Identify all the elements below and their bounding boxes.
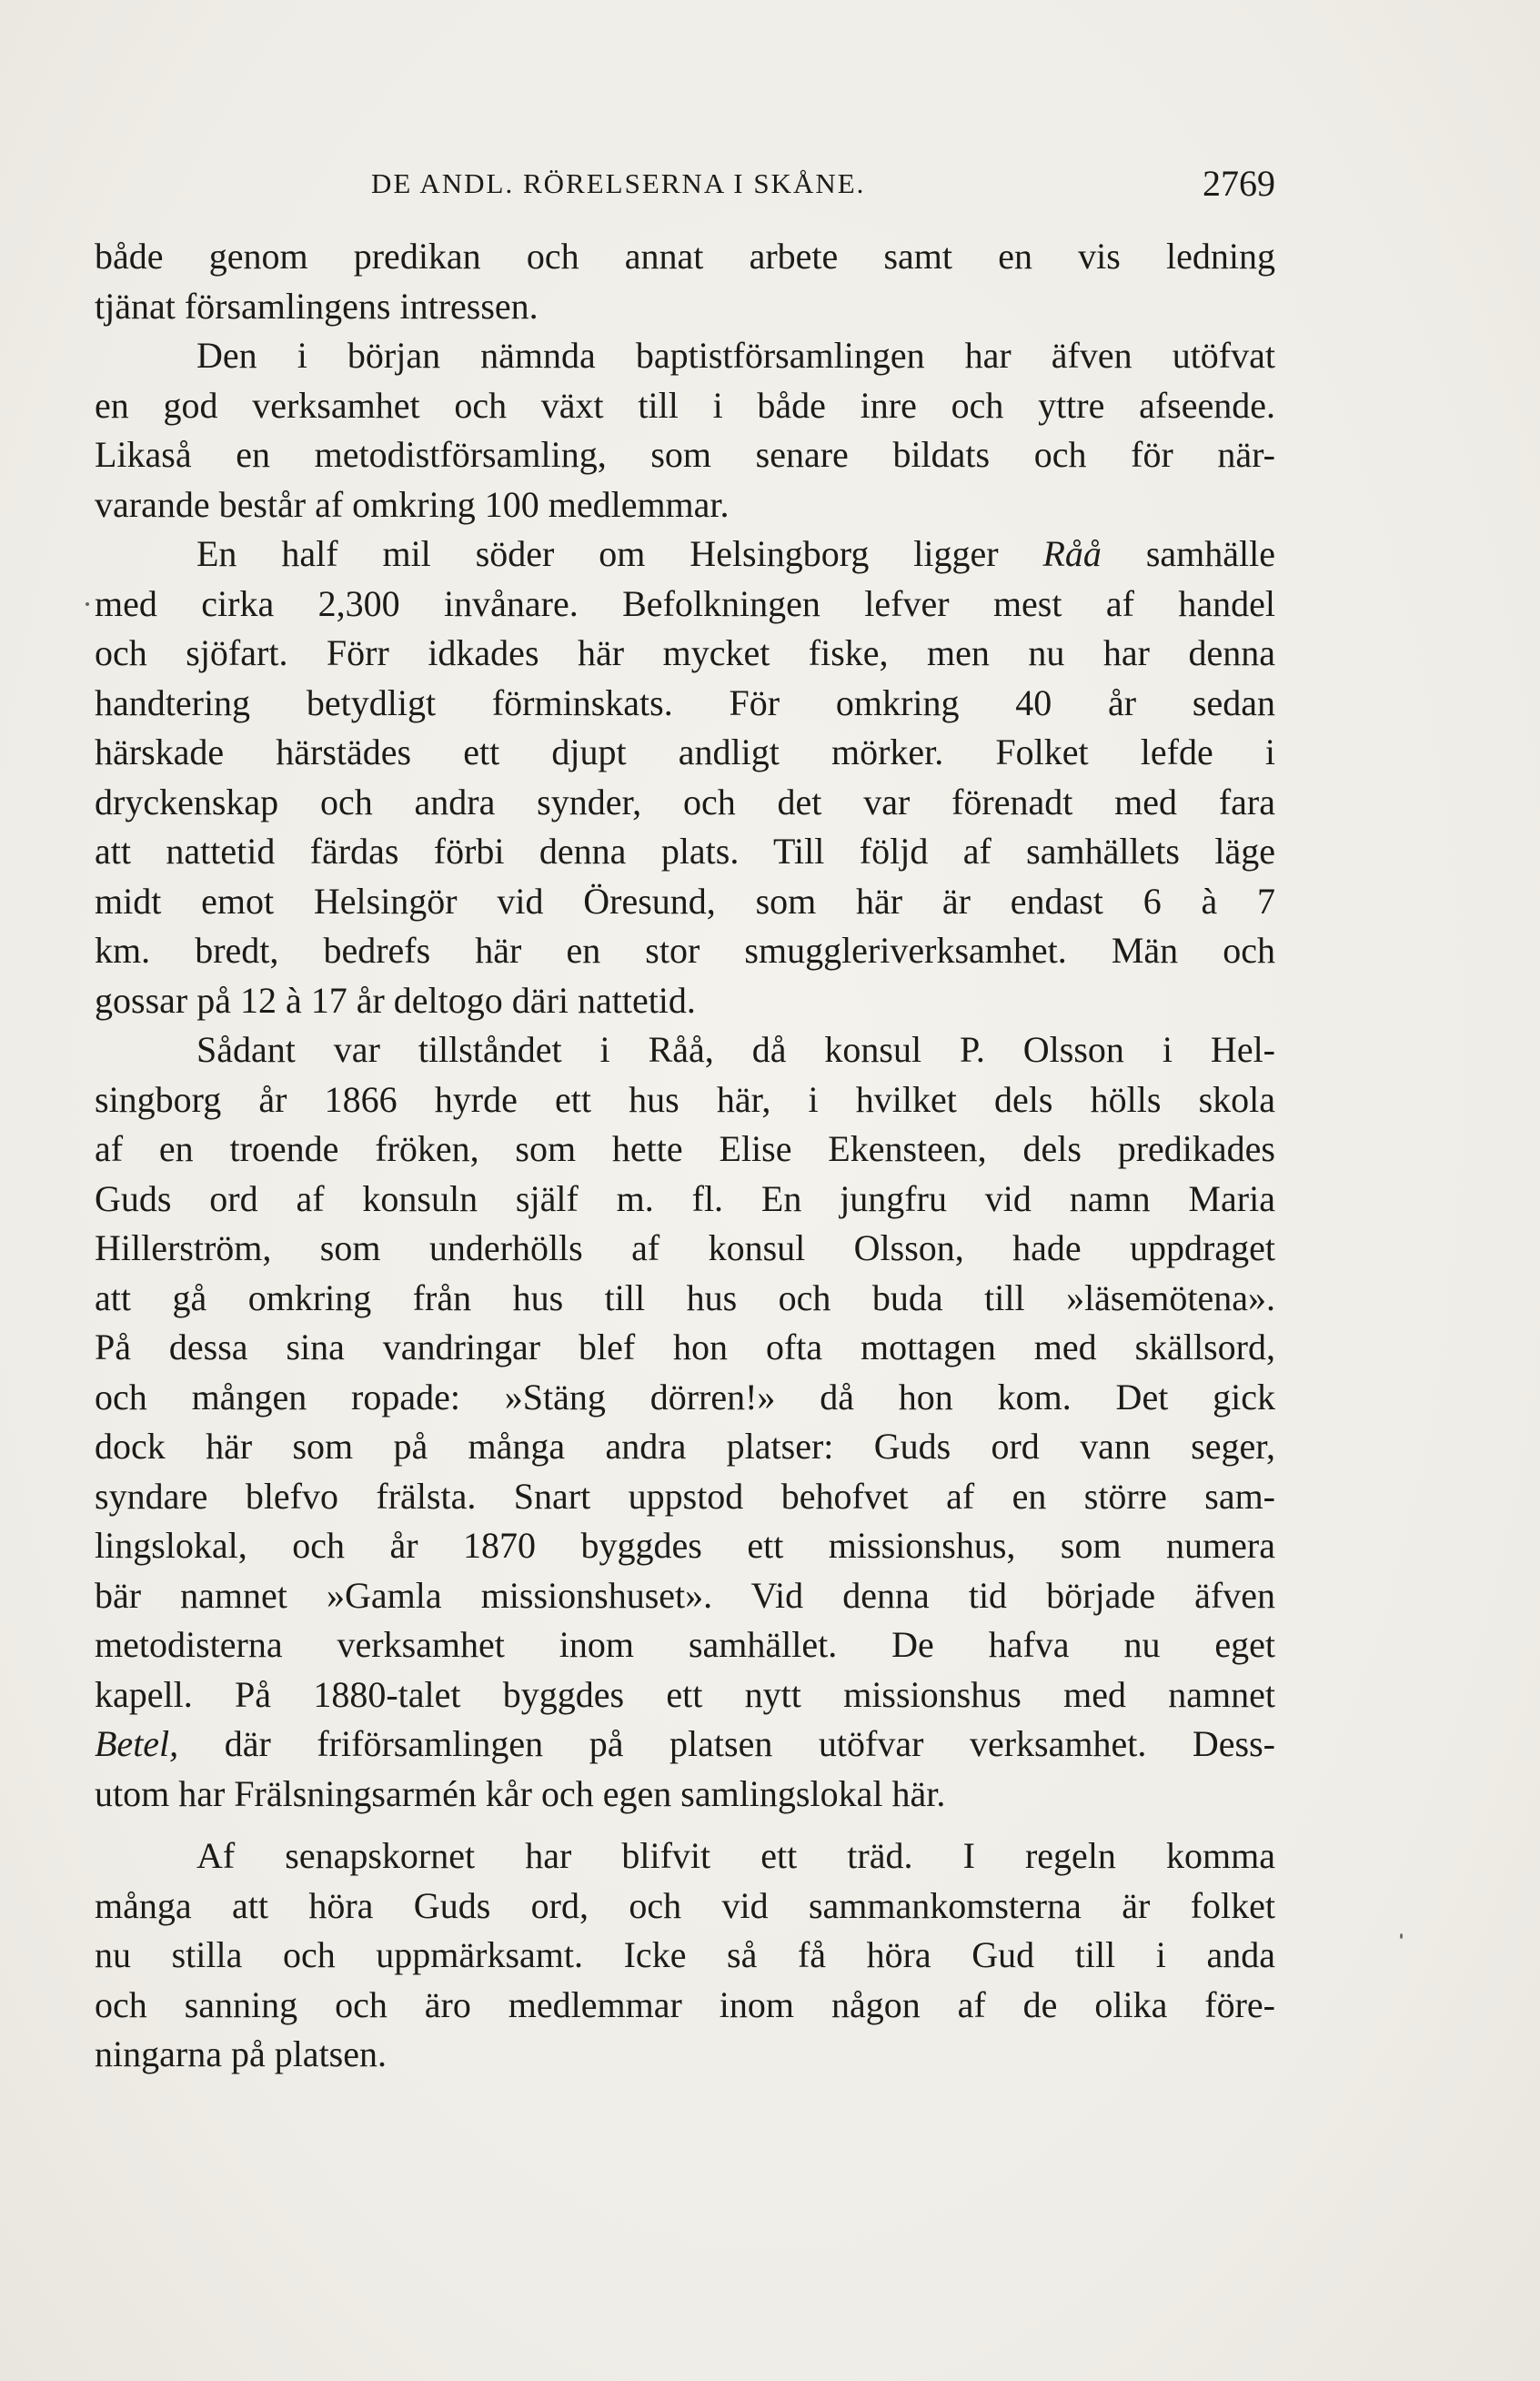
- text-line: midt emot Helsingör vid Öresund, som här är endast 6 à 7: [95, 880, 1275, 922]
- text-segment: där friförsamlingen på platsen utöfvar verksamhet. Dess-: [224, 1723, 1275, 1764]
- body-text: [95, 232, 1275, 2080]
- text-segment: samhälle: [1145, 533, 1275, 574]
- text-line: Guds ord af konsuln själf m. fl. En jungfru vid namn Maria: [95, 1177, 1275, 1219]
- text-line: ningarna på platsen.: [95, 2033, 387, 2074]
- text-line: utom har Frälsningsarmén kår och egen samlingslokal här.: [95, 1772, 946, 1814]
- text-line-with-italic: [95, 1720, 1275, 1770]
- text-line: Af senapskornet har blifvit ett träd. I regeln komma: [196, 1835, 1275, 1876]
- page-header: [95, 164, 1275, 209]
- text-line: att nattetid färdas förbi denna plats. Till följd af samhällets läge: [95, 831, 1275, 872]
- text-line: med cirka 2,300 invånare. Befolkningen lefver mest af handel: [95, 582, 1275, 624]
- page-number: 2769: [1203, 163, 1275, 204]
- text-line: och sjöfart. Förr idkades här mycket fiske, men nu har denna: [95, 632, 1275, 673]
- text-line: kapell. På 1880-talet byggdes ett nytt missionshus med namnet: [95, 1673, 1275, 1715]
- print-speck: [1400, 1933, 1403, 1939]
- text-line: Hillerström, som underhölls af konsul Olsson, hade uppdraget: [95, 1227, 1275, 1268]
- italic-place-name: Råå: [1042, 533, 1102, 574]
- text-line: och mången ropade: »Stäng dörren!» då hon kom. Det gick: [95, 1376, 1275, 1418]
- text-line: gossar på 12 à 17 år deltogo däri nattetid.: [95, 979, 696, 1021]
- text-line: handtering betydligt förminskats. För omkring 40 år sedan: [95, 681, 1275, 723]
- text-line: dryckenskap och andra synder, och det var förenadt med fara: [95, 781, 1275, 822]
- text-line: metodisterna verksamhet inom samhället. De hafva nu eget: [95, 1624, 1275, 1665]
- text-line: syndare blefvo frälsta. Snart uppstod behofvet af en större sam-: [95, 1475, 1275, 1517]
- text-line: På dessa sina vandringar blef hon ofta mottagen med skällsord,: [95, 1327, 1275, 1367]
- text-line: en god verksamhet och växt till i både inre och yttre afseende.: [95, 384, 1275, 426]
- text-line: lingslokal, och år 1870 byggdes ett missionshus, som numera: [95, 1525, 1275, 1566]
- text-line: Sådant var tillståndet i Råå, då konsul P. Olsson i Hel-: [196, 1029, 1275, 1070]
- text-line: nu stilla och uppmärksamt. Icke så få höra Gud till i anda: [95, 1934, 1275, 1975]
- text-line: att gå omkring från hus till hus och buda till »läsemötena».: [95, 1276, 1275, 1318]
- text-line: bär namnet »Gamla missionshuset». Vid denna tid började äfven: [95, 1574, 1275, 1616]
- text-line: af en troende fröken, som hette Elise Ekensteen, dels predikades: [95, 1128, 1275, 1169]
- text-line: många att höra Guds ord, och vid sammankomsterna är folket: [95, 1884, 1275, 1926]
- text-line: härskade härstädes ett djupt andligt mörker. Folket lefde i: [95, 731, 1275, 772]
- running-title: DE ANDL. RÖRELSERNA I SKÅNE.: [371, 167, 866, 199]
- text-line-with-italic: [95, 530, 1275, 580]
- text-segment: En half mil söder om Helsingborg ligger: [196, 533, 999, 574]
- italic-chapel-name: Betel,: [95, 1723, 179, 1764]
- text-line: tjänat församlingens intressen.: [95, 285, 538, 327]
- text-line: varande består af omkring 100 medlemmar.: [95, 483, 730, 525]
- text-line: dock här som på många andra platser: Guds ord vann seger,: [95, 1426, 1275, 1467]
- text-line: km. bredt, bedrefs här en stor smuggleriverksamhet. Män och: [95, 930, 1275, 971]
- text-line: Likaså en metodistförsamling, som senare bildats och för när-: [95, 434, 1275, 475]
- text-line: både genom predikan och annat arbete samt en vis ledning: [95, 236, 1275, 277]
- print-speck: [86, 602, 89, 606]
- text-line: och sanning och äro medlemmar inom någon af de olika före-: [95, 1983, 1275, 2025]
- text-line: Den i början nämnda baptistförsamlingen har äfven utöfvat: [196, 335, 1275, 376]
- text-line: singborg år 1866 hyrde ett hus här, i hvilket dels hölls skola: [95, 1078, 1275, 1120]
